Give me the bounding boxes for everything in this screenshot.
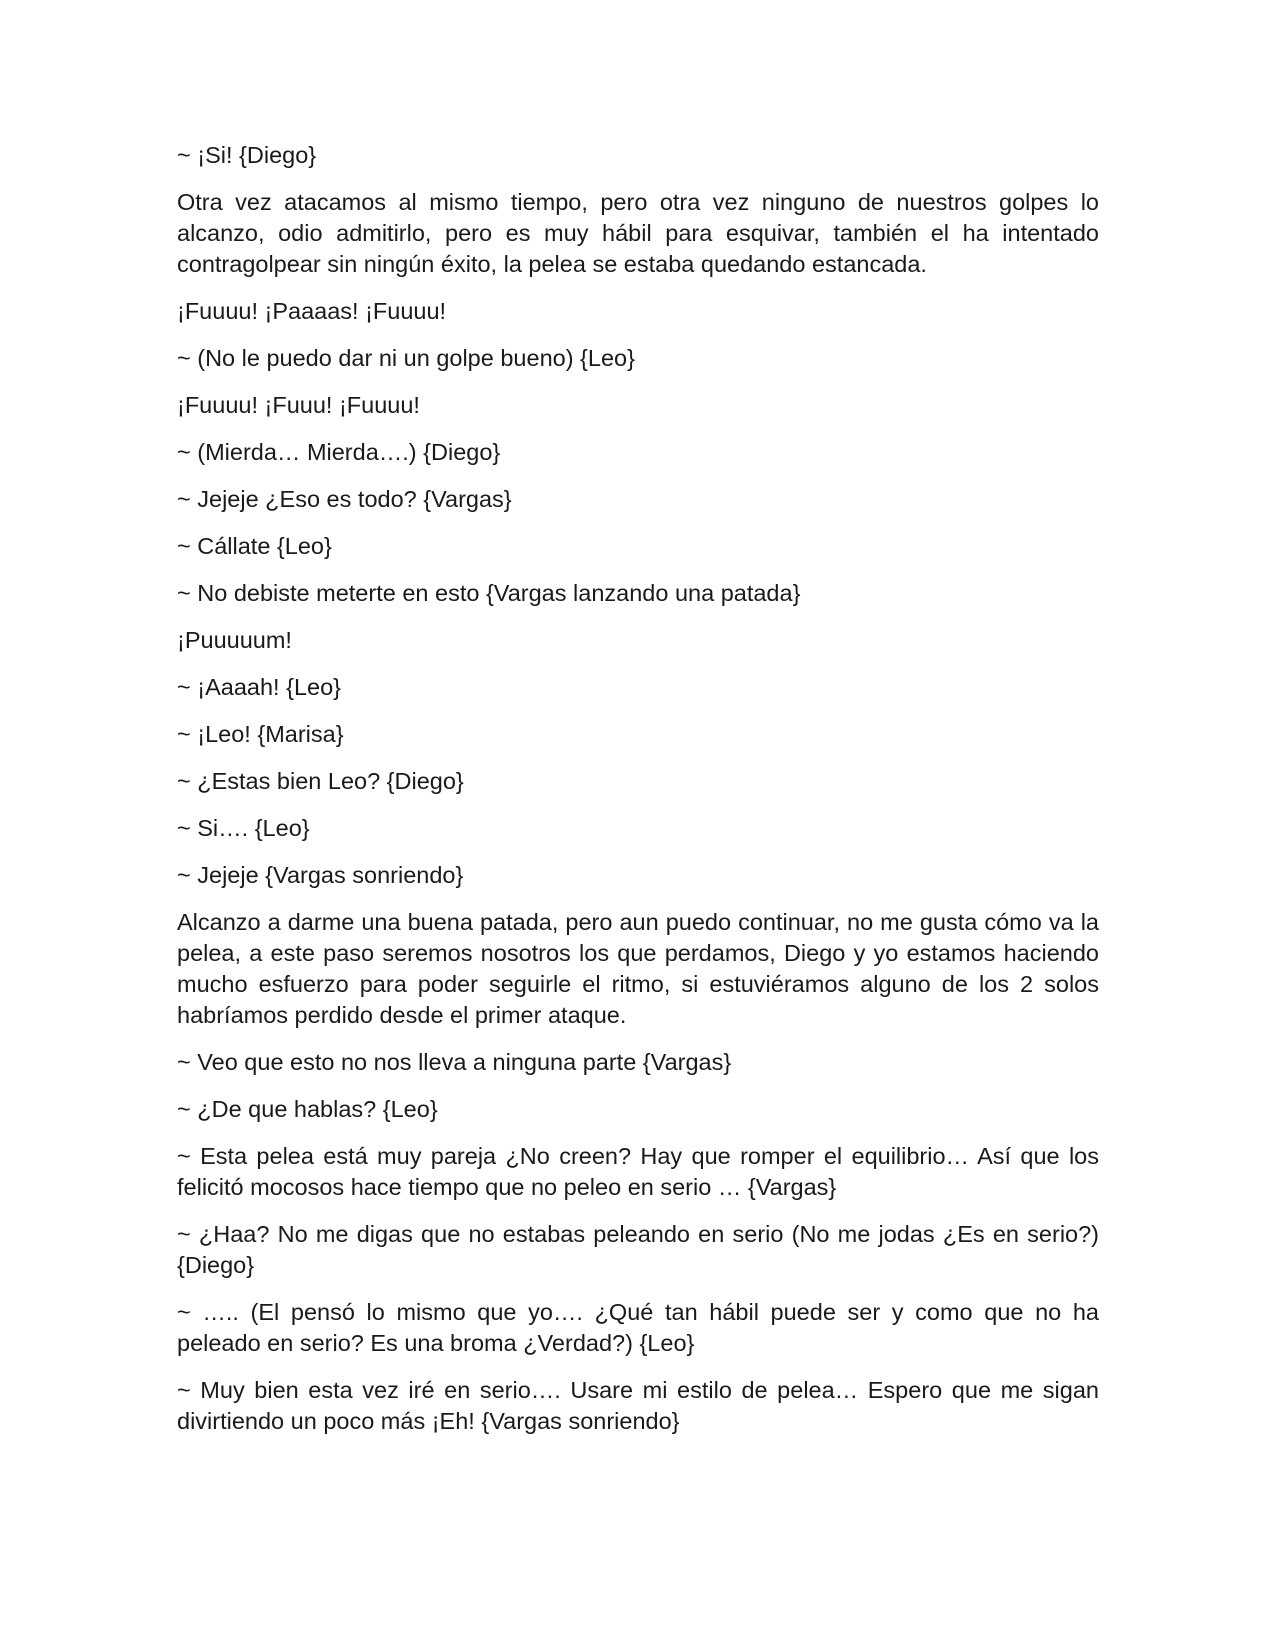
dialogue-line: ~ (No le puedo dar ni un golpe bueno) {Leo} xyxy=(177,345,635,371)
document-page xyxy=(177,140,1099,1453)
dialogue-paragraph: ~ ….. (El pensó lo mismo que yo…. ¿Qué tan hábil puede ser y como que no ha peleado en serio? Es una broma ¿Verdad?) {Leo} xyxy=(177,1299,1099,1356)
sound-effect-line: ¡Puuuuum! xyxy=(177,627,292,653)
dialogue-line: ~ (Mierda… Mierda….) {Diego} xyxy=(177,439,501,465)
sound-effect-line: ¡Fuuuu! ¡Fuuu! ¡Fuuuu! xyxy=(177,392,420,418)
narration-paragraph: Otra vez atacamos al mismo tiempo, pero otra vez ninguno de nuestros golpes lo alcanzo, odio admitirlo, pero es muy hábil para esquivar, también el ha intentado contragolpear sin ningún éxito, la pelea se estaba quedando estancada. xyxy=(177,189,1099,277)
dialogue-line: ~ No debiste meterte en esto {Vargas lanzando una patada} xyxy=(177,580,801,606)
dialogue-paragraph: ~ Muy bien esta vez iré en serio…. Usare mi estilo de pelea… Espero que me sigan divirtiendo un poco más ¡Eh! {Vargas sonriendo} xyxy=(177,1377,1099,1434)
dialogue-line: ~ ¿De que hablas? {Leo} xyxy=(177,1096,438,1122)
dialogue-paragraph: ~ Esta pelea está muy pareja ¿No creen? Hay que romper el equilibrio… Así que los felicitó mocosos hace tiempo que no peleo en serio … {Vargas} xyxy=(177,1143,1099,1200)
dialogue-paragraph: ~ ¿Haa? No me digas que no estabas peleando en serio (No me jodas ¿Es en serio?) {Diego} xyxy=(177,1221,1099,1278)
dialogue-line: ~ Si…. {Leo} xyxy=(177,815,310,841)
dialogue-line: ~ ¿Estas bien Leo? {Diego} xyxy=(177,768,464,794)
dialogue-line: ~ ¡Leo! {Marisa} xyxy=(177,721,344,747)
dialogue-line: ~ ¡Si! {Diego} xyxy=(177,142,317,168)
dialogue-line: ~ ¡Aaaah! {Leo} xyxy=(177,674,341,700)
narration-paragraph: Alcanzo a darme una buena patada, pero aun puedo continuar, no me gusta cómo va la pelea, a este paso seremos nosotros los que perdamos, Diego y yo estamos haciendo mucho esfuerzo para poder seguirle el ritmo, si estuviéramos alguno de los 2 solos habríamos perdido desde el primer ataque. xyxy=(177,909,1099,1028)
dialogue-line: ~ Jejeje ¿Eso es todo? {Vargas} xyxy=(177,486,512,512)
dialogue-line: ~ Jejeje {Vargas sonriendo} xyxy=(177,862,464,888)
sound-effect-line: ¡Fuuuu! ¡Paaaas! ¡Fuuuu! xyxy=(177,298,447,324)
dialogue-line: ~ Cállate {Leo} xyxy=(177,533,332,559)
dialogue-line: ~ Veo que esto no nos lleva a ninguna parte {Vargas} xyxy=(177,1049,732,1075)
